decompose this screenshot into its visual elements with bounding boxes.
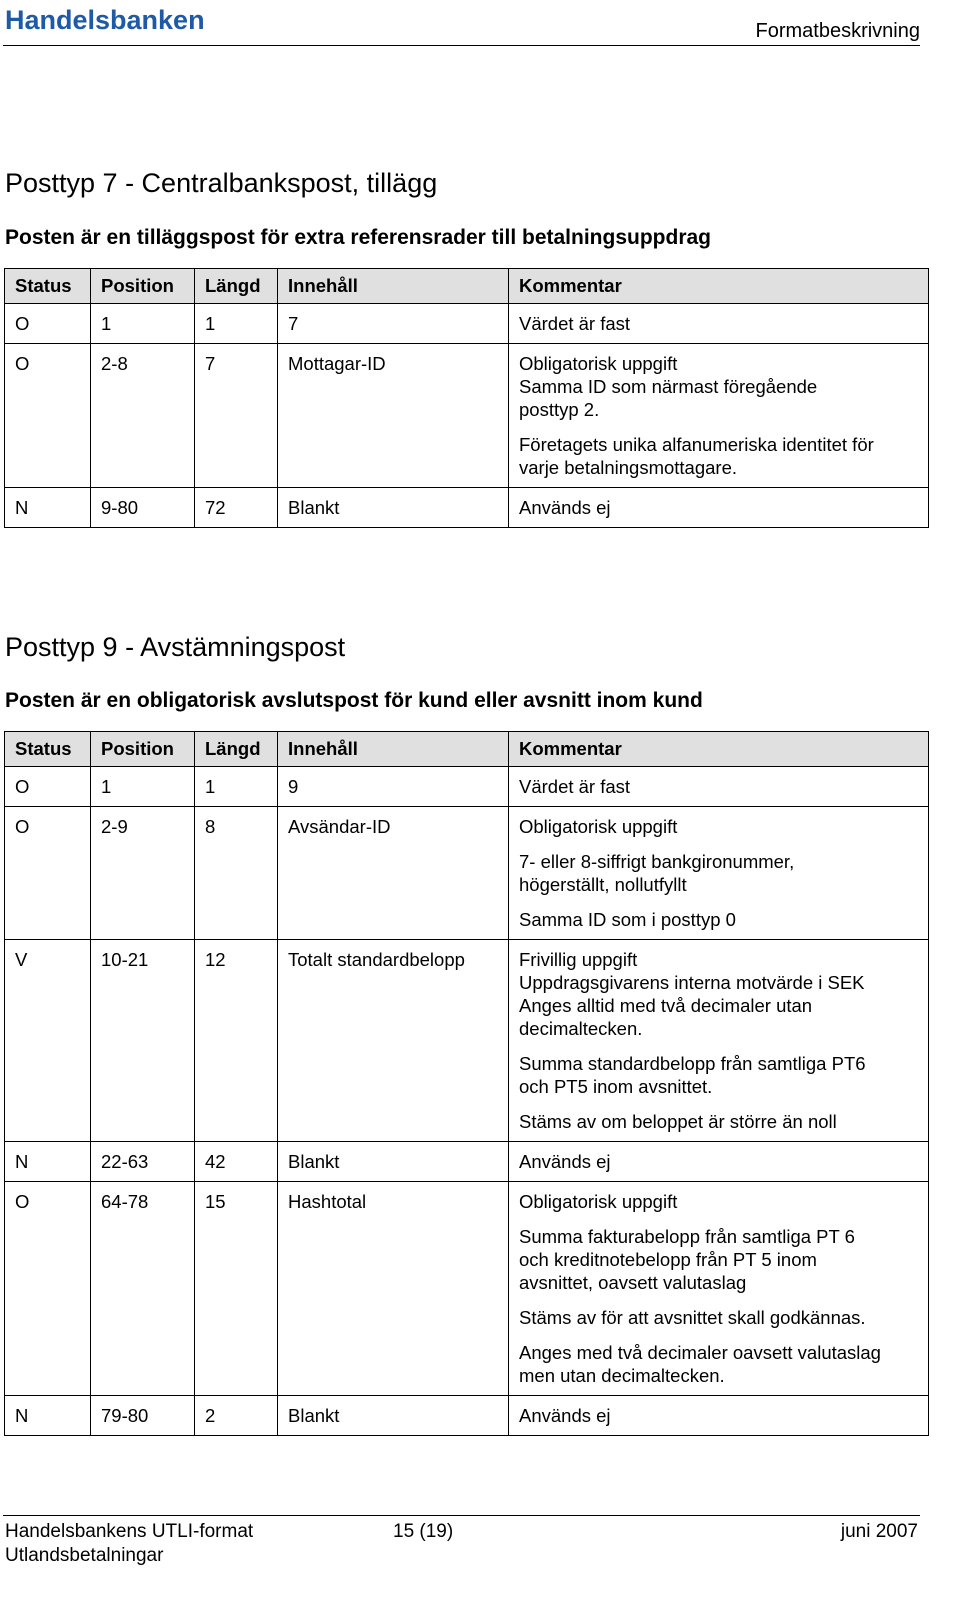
cell-content: Mottagar-ID bbox=[278, 344, 509, 488]
table-row bbox=[5, 940, 929, 1142]
cell-comment bbox=[509, 767, 929, 807]
cell-length: 1 bbox=[195, 304, 278, 344]
table-row bbox=[5, 488, 929, 528]
comment-paragraph bbox=[519, 1190, 918, 1213]
cell-status: O bbox=[5, 344, 91, 488]
column-header: Kommentar bbox=[509, 732, 929, 767]
column-header: Längd bbox=[195, 269, 278, 304]
comment-paragraph bbox=[519, 948, 918, 1040]
comment-paragraph bbox=[519, 1150, 918, 1173]
comment-line: högerställt, nollutfyllt bbox=[519, 874, 687, 895]
comment-line: Värdet är fast bbox=[519, 313, 631, 334]
cell-position: 9-80 bbox=[91, 488, 195, 528]
comment-line: Summa fakturabelopp från samtliga PT 6 bbox=[519, 1226, 855, 1247]
cell-content: Totalt standardbelopp bbox=[278, 940, 509, 1142]
comment-line: men utan decimaltecken. bbox=[519, 1365, 725, 1386]
comment-line: och kreditnotebelopp från PT 5 inom bbox=[519, 1249, 817, 1270]
comment-paragraph bbox=[519, 352, 918, 421]
section1-title: Posttyp 7 - Centralbankspost, tillägg bbox=[5, 168, 438, 198]
column-header: Innehåll bbox=[278, 269, 509, 304]
cell-status: O bbox=[5, 807, 91, 940]
cell-comment bbox=[509, 304, 929, 344]
column-header: Kommentar bbox=[509, 269, 929, 304]
comment-line: Stäms av för att avsnittet skall godkännas. bbox=[519, 1307, 866, 1328]
cell-position: 22-63 bbox=[91, 1142, 195, 1182]
handelsbanken-logo: Handelsbanken bbox=[5, 5, 205, 35]
column-header: Status bbox=[5, 732, 91, 767]
cell-content: Blankt bbox=[278, 1142, 509, 1182]
cell-length: 72 bbox=[195, 488, 278, 528]
cell-content: Blankt bbox=[278, 1396, 509, 1436]
cell-comment bbox=[509, 807, 929, 940]
comment-line: posttyp 2. bbox=[519, 399, 600, 420]
column-header: Innehåll bbox=[278, 732, 509, 767]
column-header: Position bbox=[91, 269, 195, 304]
comment-line: Anges alltid med två decimaler utan bbox=[519, 995, 813, 1016]
cell-status: O bbox=[5, 1182, 91, 1396]
cell-content: Blankt bbox=[278, 488, 509, 528]
footer-page-number: 15 (19) bbox=[393, 1521, 454, 1542]
comment-line: Obligatorisk uppgift bbox=[519, 353, 678, 374]
cell-comment bbox=[509, 940, 929, 1142]
cell-length: 42 bbox=[195, 1142, 278, 1182]
comment-line: och PT5 inom avsnittet. bbox=[519, 1076, 713, 1097]
comment-line: Summa standardbelopp från samtliga PT6 bbox=[519, 1053, 866, 1074]
footer-divider bbox=[3, 1515, 920, 1516]
cell-position: 79-80 bbox=[91, 1396, 195, 1436]
section1-subtitle: Posten är en tilläggspost för extra referensrader till betalningsuppdrag bbox=[5, 226, 711, 249]
comment-line: Värdet är fast bbox=[519, 776, 631, 797]
comment-paragraph bbox=[519, 1110, 918, 1133]
comment-paragraph bbox=[519, 908, 918, 931]
table-row bbox=[5, 767, 929, 807]
cell-length: 7 bbox=[195, 344, 278, 488]
comment-paragraph bbox=[519, 496, 918, 519]
cell-status: N bbox=[5, 1142, 91, 1182]
cell-status: V bbox=[5, 940, 91, 1142]
table-row bbox=[5, 1142, 929, 1182]
cell-content: Avsändar-ID bbox=[278, 807, 509, 940]
cell-content: 9 bbox=[278, 767, 509, 807]
cell-content: 7 bbox=[278, 304, 509, 344]
cell-position: 1 bbox=[91, 767, 195, 807]
column-header: Status bbox=[5, 269, 91, 304]
table-row bbox=[5, 1396, 929, 1436]
footer-date: juni 2007 bbox=[840, 1521, 918, 1542]
cell-position: 1 bbox=[91, 304, 195, 344]
section2-table bbox=[4, 731, 929, 1436]
footer-doc-name: Handelsbankens UTLI-format bbox=[5, 1521, 254, 1542]
document-type: Formatbeskrivning bbox=[755, 20, 920, 42]
comment-line: Används ej bbox=[519, 1405, 611, 1426]
comment-paragraph bbox=[519, 433, 918, 479]
cell-position: 2-8 bbox=[91, 344, 195, 488]
header-divider bbox=[3, 45, 920, 46]
comment-paragraph bbox=[519, 1306, 918, 1329]
cell-length: 2 bbox=[195, 1396, 278, 1436]
cell-length: 12 bbox=[195, 940, 278, 1142]
table-header-row bbox=[5, 732, 929, 767]
cell-comment bbox=[509, 344, 929, 488]
cell-comment bbox=[509, 1182, 929, 1396]
comment-paragraph bbox=[519, 1341, 918, 1387]
cell-status: N bbox=[5, 488, 91, 528]
table-row bbox=[5, 304, 929, 344]
cell-comment bbox=[509, 1396, 929, 1436]
comment-line: decimaltecken. bbox=[519, 1018, 643, 1039]
comment-line: Anges med två decimaler oavsett valutaslag bbox=[519, 1342, 881, 1363]
footer-subtitle: Utlandsbetalningar bbox=[5, 1545, 164, 1566]
cell-length: 15 bbox=[195, 1182, 278, 1396]
comment-paragraph bbox=[519, 1052, 918, 1098]
comment-paragraph bbox=[519, 312, 918, 335]
cell-status: O bbox=[5, 767, 91, 807]
table-row bbox=[5, 1182, 929, 1396]
comment-line: Samma ID som närmast föregående bbox=[519, 376, 818, 397]
comment-line: varje betalningsmottagare. bbox=[519, 457, 738, 478]
cell-status: O bbox=[5, 304, 91, 344]
cell-position: 2-9 bbox=[91, 807, 195, 940]
column-header: Position bbox=[91, 732, 195, 767]
column-header: Längd bbox=[195, 732, 278, 767]
comment-line: Företagets unika alfanumeriska identitet för bbox=[519, 434, 874, 455]
comment-paragraph bbox=[519, 1404, 918, 1427]
table-row bbox=[5, 344, 929, 488]
comment-paragraph bbox=[519, 850, 918, 896]
page-header bbox=[0, 0, 960, 50]
comment-line: Stäms av om beloppet är större än noll bbox=[519, 1111, 837, 1132]
comment-line: avsnittet, oavsett valutaslag bbox=[519, 1272, 747, 1293]
section2-title: Posttyp 9 - Avstämningspost bbox=[5, 632, 346, 662]
table-row bbox=[5, 807, 929, 940]
cell-content: Hashtotal bbox=[278, 1182, 509, 1396]
cell-position: 10-21 bbox=[91, 940, 195, 1142]
comment-line: Används ej bbox=[519, 1151, 611, 1172]
comment-paragraph bbox=[519, 815, 918, 838]
table-header-row bbox=[5, 269, 929, 304]
comment-line: Frivillig uppgift bbox=[519, 949, 638, 970]
section1-table bbox=[4, 268, 929, 528]
section2-subtitle: Posten är en obligatorisk avslutspost för kund eller avsnitt inom kund bbox=[5, 689, 703, 712]
cell-position: 64-78 bbox=[91, 1182, 195, 1396]
cell-status: N bbox=[5, 1396, 91, 1436]
comment-line: Obligatorisk uppgift bbox=[519, 816, 678, 837]
cell-comment bbox=[509, 488, 929, 528]
cell-length: 8 bbox=[195, 807, 278, 940]
comment-paragraph bbox=[519, 1225, 918, 1294]
cell-comment bbox=[509, 1142, 929, 1182]
comment-line: Samma ID som i posttyp 0 bbox=[519, 909, 736, 930]
comment-paragraph bbox=[519, 775, 918, 798]
comment-line: 7- eller 8-siffrigt bankgironummer, bbox=[519, 851, 795, 872]
comment-line: Uppdragsgivarens interna motvärde i SEK bbox=[519, 972, 865, 993]
comment-line: Obligatorisk uppgift bbox=[519, 1191, 678, 1212]
comment-line: Används ej bbox=[519, 497, 611, 518]
cell-length: 1 bbox=[195, 767, 278, 807]
